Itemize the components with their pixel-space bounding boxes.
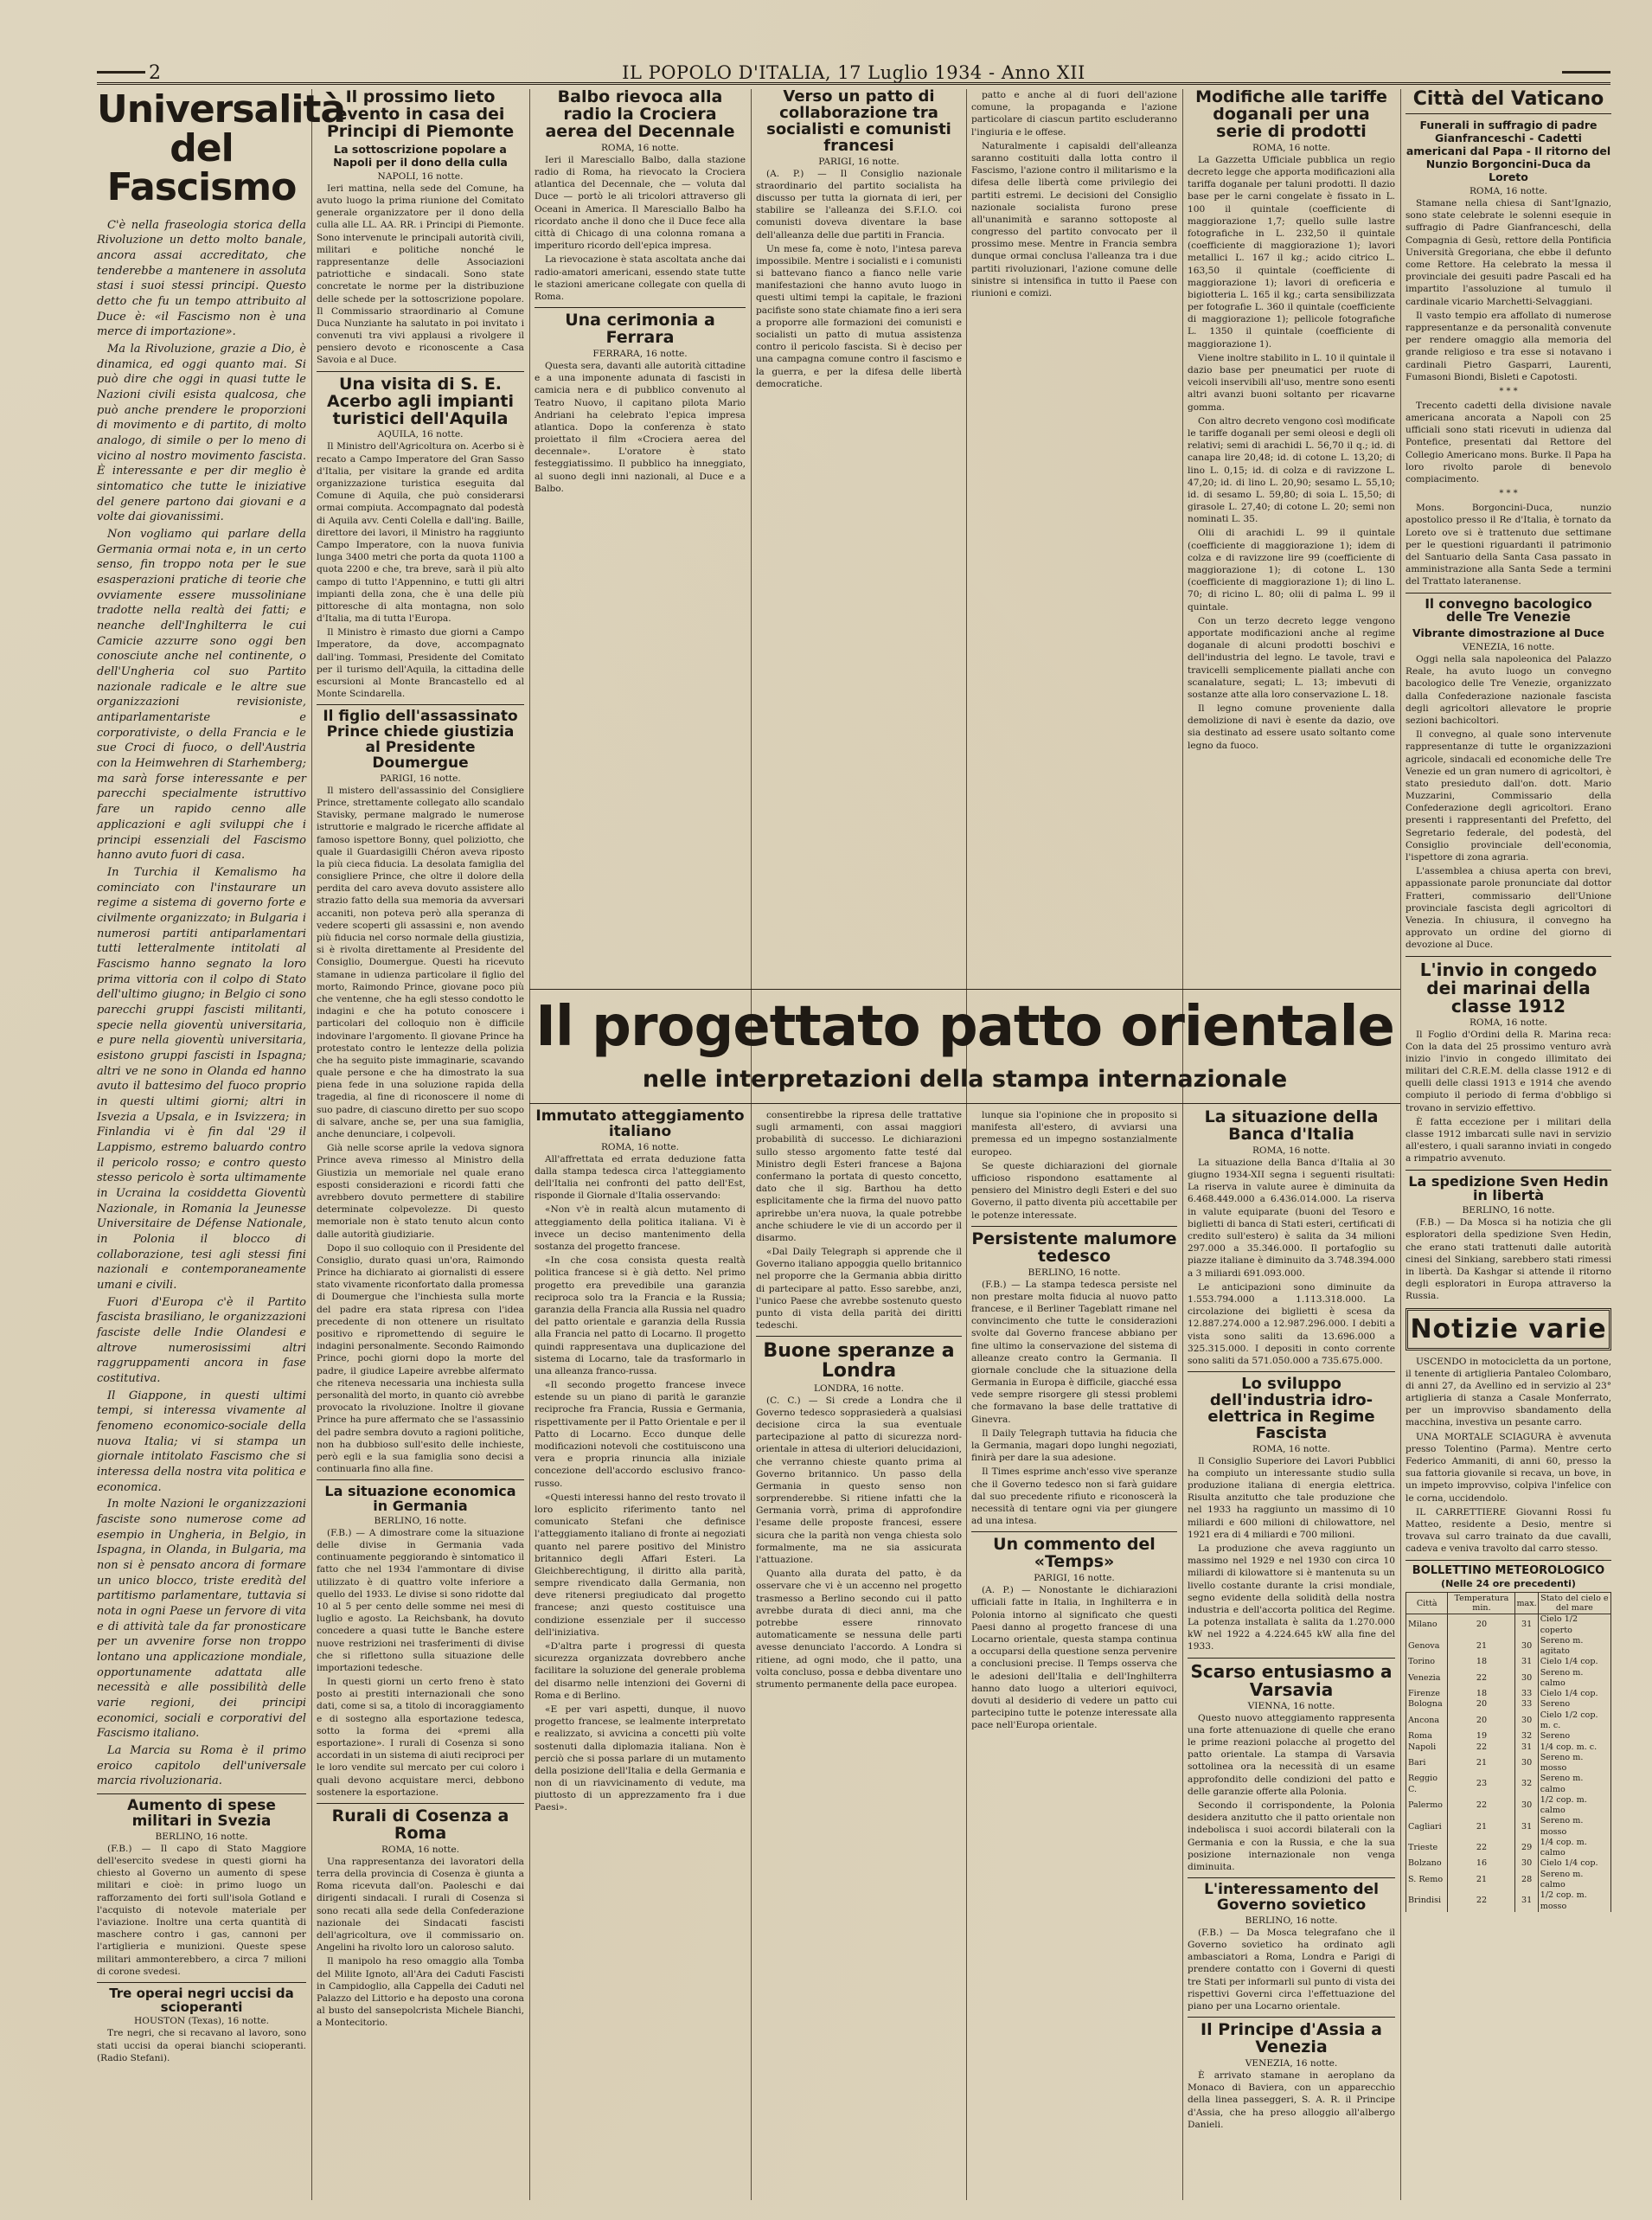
weather-header: Temperatura min. bbox=[1448, 1593, 1515, 1614]
weather-cell: Ancona bbox=[1406, 1710, 1448, 1732]
divider bbox=[756, 1336, 962, 1337]
weather-cell: 20 bbox=[1448, 1710, 1515, 1732]
article-paragraph: Questo nuovo atteggiamento rappresenta una forte attenuazione di quelle che erano le prime reazioni polacche al progetto del patto orientale. La stampa di Varsavia sottolinea ora la necessità di un esame approfondito delle condizioni del patto e delle garanzie offerte alla Polonia. bbox=[1188, 1712, 1395, 1797]
dateline: VENEZIA, 16 notte. bbox=[1462, 642, 1555, 653]
weather-cell: 18 bbox=[1448, 1657, 1515, 1667]
article-paragraph: Olii di arachidi L. 99 il quintale (coefficiente di maggiorazione 1); idem di colza e di ravizzone lire 99 (coefficiente di maggiorazione 1); di cotone L. 130 (coefficiente di maggiorazione 1); di lino L. 70; di ricino L. 80; olii di palma L. 99 il quintale. bbox=[1188, 528, 1395, 613]
weather-cell: 31 bbox=[1515, 1614, 1538, 1636]
weather-cell: Sereno m. agitato bbox=[1538, 1636, 1610, 1658]
article-paragraph: Con un terzo decreto legge vengono apportate modificazioni anche al regime doganale di alcuni prodotti boschivi e dell'industria del legno. Le tavole, travi e travicelli semplicemente piallati anche con scanalature, segati; L. 13; imbevuti di sostanze atte alla loro conservazione L. 18. bbox=[1188, 615, 1395, 700]
weather-cell: Bologna bbox=[1406, 1699, 1448, 1710]
banner-title: Il progettato patto orientale bbox=[535, 995, 1394, 1059]
article-paragraph: USCENDO in motocicletta da un portone, il tenente di artiglieria Pantaleo Colombaro, di anni 27, da Avellino ed in servizio al 23° artiglieria di stanza a Casale Monferrato, per un improvviso sbandamento della macchina, investiva un pesante carro. bbox=[1405, 1356, 1611, 1428]
weather-row bbox=[1406, 1858, 1611, 1869]
weather-cell: Sereno bbox=[1538, 1731, 1610, 1742]
weather-cell: 22 bbox=[1448, 1668, 1515, 1690]
subheadline: (Nelle 24 ore precedenti) bbox=[1441, 1578, 1576, 1590]
dateline: NAPOLI, 16 notte. bbox=[377, 170, 464, 182]
article-paragraph: Con altro decreto vengono così modificate le tariffe doganali per semi oleosi e degli oli relativi; semi di arachidi L. 56,70 il q.; id. di canapa lire 20,48; id. di cotone L. 13,20; di lino L. 0,15; id. di colza e di ravizzone L. 47,20; id. di lino L. 20,90; sesamo L. 55,10; id. di sesamo L. 59,80; di soia L. 15,50; di girasole L. 27,40; di cotone L. 20; semi non nominati L. 35. bbox=[1188, 415, 1395, 525]
headline-patto-collaborazione: Verso un patto di collaborazione tra socialisti e comunisti francesi bbox=[766, 87, 951, 155]
article-paragraph: Il Times esprime anch'esso vive speranze che il Governo tedesco non si farà guidare dal suo precedente rifiuto e riconoscerà la necessità di tentare ogni via per giungere ad una intesa. bbox=[971, 1466, 1177, 1527]
weather-cell: 28 bbox=[1515, 1870, 1538, 1891]
divider bbox=[97, 1982, 306, 1983]
article-paragraph: Fuori d'Europa c'è il Partito fascista brasiliano, le organizzazioni fasciste delle Indie Olandesi e altrove numerosissimi altri raggruppamenti ancora in fase costitutiva. bbox=[97, 1295, 306, 1386]
weather-cell: Sereno bbox=[1538, 1699, 1610, 1710]
section-stars: * * * bbox=[1499, 489, 1518, 499]
weather-row bbox=[1406, 1890, 1611, 1912]
weather-cell: Sereno m. calmo bbox=[1538, 1870, 1610, 1891]
weather-cell: Cielo 1/4 cop. bbox=[1538, 1657, 1610, 1667]
dateline: PARIGI, 16 notte. bbox=[380, 773, 461, 784]
weather-cell: Torino bbox=[1406, 1657, 1448, 1667]
dateline: ROMA, 16 notte. bbox=[1469, 186, 1548, 197]
column-balbo bbox=[535, 89, 746, 989]
column-rule bbox=[1182, 89, 1183, 2200]
dateline: BERLINO, 16 notte. bbox=[1028, 1267, 1121, 1278]
weather-cell: Cagliari bbox=[1406, 1816, 1448, 1838]
article-paragraph: In molte Nazioni le organizzazioni fasciste sono numerose come ad esempio in Ungheria, in Belgio, in Ispagna, in Olanda, in Bulgaria, ma non si è pensato ancora di formare un unico blocco, triste eredità del partitismo parlamentare, tuttavia si nota in ogni Paese un fervore di vita e di attività tale da far pronosticare per un avvenire forse non troppo lontano una applicazione mondiale, opportunamente adattata alle necessità e alle possibilità delle varie regioni, dei principi economici, sociali e corporativi del Fascismo italiano. bbox=[97, 1498, 306, 1741]
headline-bollettino: BOLLETTINO METEOROLOGICO bbox=[1412, 1563, 1605, 1577]
weather-cell: 1/2 cop. m. mosso bbox=[1538, 1890, 1610, 1912]
headline-universalita: Universalità del Fascismo bbox=[97, 87, 346, 209]
headline-londra: Buone speranze a Londra bbox=[763, 1340, 955, 1383]
weather-cell: 30 bbox=[1515, 1858, 1538, 1869]
weather-cell: 31 bbox=[1515, 1657, 1538, 1667]
headline-sven-hedin: La spedizione Sven Hedin in libertà bbox=[1408, 1172, 1609, 1204]
masthead-rule-right bbox=[1562, 71, 1610, 74]
headline-acerbo: Una visita di S. E. Acerbo agli impianti turistici dell'Aquila bbox=[327, 374, 514, 428]
weather-cell: 1/4 cop. m. calmo bbox=[1538, 1838, 1610, 1859]
divider bbox=[1188, 1877, 1395, 1878]
weather-row bbox=[1406, 1710, 1611, 1732]
weather-cell: Sereno m. calmo bbox=[1538, 1774, 1610, 1795]
article-paragraph: consentirebbe la ripresa delle trattative sugli armamenti, con assai maggiori probabilità di successo. Le dichiarazioni sullo stesso argomento fatte testé dal Ministro degli Esteri francese a Bajona confermano la portata di questo concetto, dato che il sig. Barthou ha detto esplicitamente che la firma del nuovo patto aprirebbe un'era nuova, la quale potrebbe anche schiudere le vie di un accordo per il disarmo. bbox=[756, 1110, 962, 1243]
weather-cell: 20 bbox=[1448, 1614, 1515, 1636]
article-paragraph: Già nelle scorse aprile la vedova signora Prince aveva rimesso al Ministro della Giustizia un memoriale nel quale erano esposti considerazioni e ricordi fatti che avrebbero dovuto permettere di stabilire determinate colpevolezze. Di questo memoriale non è stato tenuto alcun conto dalle autorità giudiziarie. bbox=[317, 1143, 524, 1240]
article-paragraph: Oggi nella sala napoleonica del Palazzo Reale, ha avuto luogo un convegno bacologico delle Tre Venezie, organizzato dalla Confederazione nazionale fascista degli agricoltori allevatore le proprie sezioni bachicoltori. bbox=[1405, 654, 1611, 726]
article-paragraph: Questa sera, davanti alle autorità cittadine e a una imponente adunata di fascisti in camicia nera e di pubblico convenuto al Teatro Nuovo, il capitano pilota Mario Andriani ha celebrato l'epica impresa atlantica. Dopo la conferenza è stato proiettato il film «Crociera aerea del decennale». L'oratore è stato festeggiatissimo. Il pubblico ha inneggiato, al suono degli inni nazionali, al Duce e a Balbo. bbox=[535, 360, 746, 494]
article-paragraph: In Turchia il Kemalismo ha cominciato con l'instaurare un regime a sistema di governo forte e civilmente organizzato; in Bulgaria i numerosi partiti antiparlamentari tutti letteralmente intitolati al Fascismo hanno segnato la loro prima vittoria con il colpo di Stato dell'ultimo giugno; in Belgio ci sono parecchi gruppi fascisti militanti, specie nella gioventù universitaria, e pure nella gioventù universitaria, esistono gruppi fascisti in Ispagna; altri ve ne sono in Olanda ed hanno avuto il battesimo del fuoco proprio in questi ultimi giorni; altri in Isvezia a Upsala, e in Isvizzera; in Finlandia vi è fin dal '29 il Lappismo, estremo baluardo contro il pericolo rosso; e contro questo stesso pericolo è sorta ultimamente in Ucraina la cosiddetta Gioventù Nazionale, in Romania la Jeunesse Universitaire de Défense Nationale, in Polonia il blocco di collaborazione, tesi agli stessi fini nazionali e contemporaneamente umani e civili. bbox=[97, 865, 306, 1292]
article-paragraph: «Non v'è in realtà alcun mutamento di atteggiamento della politica italiana. Vi è invece un deciso mantenimento della sostanza del progetto francese. bbox=[535, 1204, 746, 1252]
dateline: VIENNA, 16 notte. bbox=[1247, 1700, 1335, 1711]
weather-cell: 22 bbox=[1448, 1795, 1515, 1817]
weather-row bbox=[1406, 1774, 1611, 1795]
column-vaticano bbox=[1405, 89, 1611, 2200]
article-paragraph: (C. C.) — Si crede a Londra che il Governo tedesco sopprasiederà a qualsiasi decisione circa la sua eventuale partecipazione al patto di sicurezza nord-orientale in attesa di ulteriori delucidazioni, che verranno chieste quanto prima al Governo britannico. Un passo della Germania in questo senso non sorprenderebbe. Si ritiene infatti che la Germania vorrà, prima di approfondire l'esame delle proposte francesi, essere sicura che la parità non venga chiesta solo formalmente, ma ne sia assicurata l'attuazione. bbox=[756, 1395, 962, 1565]
masthead bbox=[97, 62, 1610, 85]
weather-cell: Cielo 1/4 cop. bbox=[1538, 1858, 1610, 1869]
headline-ferrara: Una cerimonia a Ferrara bbox=[565, 311, 715, 347]
column-universalita bbox=[97, 87, 346, 2200]
divider bbox=[1188, 1658, 1395, 1659]
weather-cell: Reggio C. bbox=[1406, 1774, 1448, 1795]
column-rule bbox=[1400, 89, 1401, 2200]
headline-svezia: Aumento di spese militari in Svezia bbox=[127, 1797, 276, 1830]
column-banca-italia bbox=[1188, 1109, 1395, 2199]
dateline: ROMA, 16 notte. bbox=[600, 1141, 680, 1152]
article-paragraph: Il convegno, al quale sono intervenute rappresentanze di tutte le organizzazioni agricole, sindacali ed economiche delle Tre Venezie ed un gran numero di agricoltori, è stato presieduto dall'on. dott. Mario Muzzarini, Commissario della Confederazione degli agricoltori. Erano presenti i rappresentanti del Prefetto, del Segretario federale, del podestà, del Consiglio provinciale dell'economia, l'ispettore di zona agraria. bbox=[1405, 729, 1611, 863]
weather-table bbox=[1405, 1592, 1611, 1911]
article-paragraph: Quanto alla durata del patto, è da osservare che vi è un accenno nel progetto trasmesso a Berlino secondo cui il patto avrebbe durata di dieci anni, ma che potrebbe essere rinnovato automaticamente se nessuna delle parti avesse denunciato l'accordo. A Londra si ritiene, ad ogni modo, che il patto, una volta concluso, possa e debba diventare uno strumento permanente della pace europea. bbox=[756, 1569, 962, 1690]
weather-cell: 21 bbox=[1448, 1870, 1515, 1891]
column-tariffe bbox=[1188, 89, 1395, 989]
weather-cell: 21 bbox=[1448, 1816, 1515, 1838]
article-paragraph: C'è nella fraseologia storica della Rivoluzione un detto molto banale, ancora assai accreditato, che tenderebbe a mantenere in assoluta stasi i suoi stessi principi. Questo detto che fu un tempo attribuito al Duce è: «il Fascismo non è una merce di importazione». bbox=[97, 218, 306, 339]
weather-row bbox=[1406, 1838, 1611, 1859]
headline-temps: Un commento del «Temps» bbox=[993, 1535, 1156, 1572]
weather-cell: 33 bbox=[1515, 1689, 1538, 1699]
article-paragraph: Ieri mattina, nella sede del Comune, ha avuto luogo la prima riunione del Comitato generale organizzatore per il dono della culla alle LL. AA. RR. i Principi di Piemonte. Sono intervenute le principali autorità civili, militari e politiche nonché le rappresentanze delle Associazioni patriottiche e sindacali. Sono state concretate le norme per la distribuzione delle schede per la sottoscrizione popolare. Il Commissario straordinario al Comune Duca Nunziante ha salutato in poi invitato i convenuti tra vivi applausi a rivolgere il pensiero devoto e riconoscente a Casa Savoia e al Duce. bbox=[317, 183, 524, 366]
article-paragraph: Il legno comune proveniente dalla demolizione di navi è esente da dazio, ove sia destinato ad essere usato soltanto come legno da fuoco. bbox=[1188, 703, 1395, 751]
column-principi bbox=[317, 89, 524, 2200]
weather-header: max. bbox=[1515, 1593, 1538, 1614]
article-paragraph: (A. P.) — Il Consiglio nazionale straordinario del partito socialista ha discusso per tutta la giornata di ieri, per stabilire se l'alleanza dei S.F.I.O. coi comunisti doveva diventare la base dell'alleanza delle due partiti in Francia. bbox=[756, 168, 962, 241]
headline-idroelettrica: Lo sviluppo dell'industria idro-elettrica in Regime Fascista bbox=[1207, 1375, 1375, 1442]
column-socialisti-cont bbox=[971, 89, 1177, 989]
weather-cell: 32 bbox=[1515, 1774, 1538, 1795]
article-paragraph: (A. P.) — Nonostante le dichiarazioni ufficiali fatte in Italia, in Inghilterra e in Polonia intorno al significato che questi Paesi danno al progetto francese di una Locarno orientale, questa stampa continua a occuparsi della questione senza pervenire a conclusioni precise. Il Temps osserva che le adesioni dell'Italia e dell'Inghilterra hanno dato luogo a ulteriori equivoci, dovuti al desiderio di vedere un patto cui partecipino tutte le potenze interessate alla pace nell'Europa orientale. bbox=[971, 1585, 1177, 1731]
article-paragraph: Mons. Borgoncini-Duca, nunzio apostolico presso il Re d'Italia, è tornato da Loreto ove si è trattenuto due settimane per le questioni riguardanti il patrimonio del Santuario della Santa Casa passato in amministrazione alla Santa Sede a termini del Trattato lateranense. bbox=[1405, 503, 1611, 587]
article-paragraph: Secondo il corrispondente, la Polonia desidera anzitutto che il patto orientale non indebolisca i suoi accordi bilaterali con la Germania e con la Russia, e che la sua posizione internazionale non venga diminuita. bbox=[1188, 1800, 1395, 1872]
weather-cell: 21 bbox=[1448, 1753, 1515, 1774]
divider bbox=[317, 704, 524, 705]
headline-prince: Il figlio dell'assassinato Prince chiede giustizia al Presidente Doumergue bbox=[323, 708, 518, 772]
weather-cell: 1/4 cop. m. c. bbox=[1538, 1742, 1610, 1753]
article-paragraph: L'assemblea a chiusa aperta con brevi, appassionate parole pronunciate dal dottor Fratteri, commissario dell'Unione provinciale fascista degli agricoltori di Venezia. In chiusura, il convegno ha approvato un ordine del giorno di devozione al Duce. bbox=[1405, 866, 1611, 951]
article-paragraph: «D'altra parte i progressi di questa sicurezza organizzata dovrebbero anche facilitare la soluzione del generale problema del disarmo nelle intenzioni dei Governi di Roma e di Berlino. bbox=[535, 1641, 746, 1701]
article-paragraph: (F.B.) — La stampa tedesca persiste nel non prestare molta fiducia al nuovo patto francese, e il Berliner Tageblatt rimane nel convincimento che tutte le considerazioni svolte dal Governo francese abbiano per fine ultimo la conservazione del sistema di alleanze creato contro la Germania. Il giornale conclude che la situazione della Germania in Europa è difficile, giacché essa vede sempre risorgere gli stessi problemi che formavano la base delle trattative di Ginevra. bbox=[971, 1279, 1177, 1425]
weather-cell: 21 bbox=[1448, 1636, 1515, 1658]
weather-cell: Bolzano bbox=[1406, 1858, 1448, 1869]
article-paragraph: Ieri il Maresciallo Balbo, dalla stazione radio di Roma, ha rievocato la Crociera atlantica del Decennale, che — voluta dal Duce — portò le ali tricolori attraverso gli Oceani in America. Il Maresciallo Balbo ha ricordato anche il dono che il Duce fece alla città di Chicago di una colonna romana a imperituro ricordo dell'epica impresa. bbox=[535, 154, 746, 252]
dateline: BERLINO, 16 notte. bbox=[374, 1515, 467, 1526]
divider bbox=[317, 1803, 524, 1804]
weather-cell: 30 bbox=[1515, 1795, 1538, 1817]
dateline: LONDRA, 16 notte. bbox=[813, 1383, 905, 1394]
article-paragraph: Dopo il suo colloquio con il Presidente del Consiglio, durato quasi un'ora, Raimondo Prince ha dichiarato ai giornalisti di essere stato vivamente riconfortato dalla promessa di Doumergue che l'inchiesta sulla morte del padre era stata ripresa con l'idea precedente di non ottenere un risultato positivo e ripromettendo di seguire le indagini personalmente. Secondo Raimondo Prince, pochi giorni dopo la morte del padre, il giudice Lapeire avrebbe alfermato che riteneva necessaria una inchiesta sulla personalità del morto, in quanto ciò avrebbe provocato la rivoluzione. Inoltre il giovane Prince ha pure affermato che se l'assassinio del padre sembra dovuto a ragioni politiche, non ha dubbioso sull'esito delle inchieste, però egli e la sua famiglia sono decisi a continuarla fino alla fine. bbox=[317, 1242, 524, 1475]
weather-row bbox=[1406, 1614, 1611, 1636]
weather-row bbox=[1406, 1689, 1611, 1699]
article-paragraph: UNA MORTALE SCIAGURA è avvenuta presso Tolentino (Parma). Mentre certo Federico Ammaniti, di anni 60, presso la sua fattoria giovanile si recava, un bove, in un impeto improvviso, colpiva l'infelice con le corna, uccidendolo. bbox=[1405, 1431, 1611, 1504]
article-paragraph: Il Consiglio Superiore dei Lavori Pubblici ha compiuto un interessante studio sulla produzione italiana di energia elettrica. Risulta anzitutto che tale produzione che nel 1933 ha raggiunto un massimo di 10 miliardi e 600 milioni di chilowattore, nel 1921 era di 4 miliardi e 700 milioni. bbox=[1188, 1455, 1395, 1540]
weather-cell: Cielo 1/2 cop. m. c. bbox=[1538, 1710, 1610, 1732]
weather-cell: 30 bbox=[1515, 1710, 1538, 1732]
article-paragraph: Trecento cadetti della divisione navale americana ancorata a Napoli con 25 ufficiali sono stati ricevuti in udienza dal Pontefice, presentati dal Rettore del Collegio Americano mons. Burke. Il Papa ha loro rivolto parole di benevolo compiacimento. bbox=[1405, 400, 1611, 485]
weather-cell: 16 bbox=[1448, 1858, 1515, 1869]
weather-cell: Trieste bbox=[1406, 1838, 1448, 1859]
section-stars: * * * bbox=[1499, 386, 1518, 396]
divider bbox=[1405, 1170, 1611, 1171]
weather-cell: Bari bbox=[1406, 1753, 1448, 1774]
dateline: AQUILA, 16 notte. bbox=[377, 429, 464, 440]
divider bbox=[1405, 956, 1611, 957]
weather-cell: Palermo bbox=[1406, 1795, 1448, 1817]
weather-cell: 30 bbox=[1515, 1668, 1538, 1690]
dateline: BERLINO, 16 notte. bbox=[155, 1831, 248, 1842]
weather-row bbox=[1406, 1816, 1611, 1838]
article-paragraph: Viene inoltre stabilito in L. 10 il quintale il dazio base per pneumatici per ruote di veicoli inservibili all'uso, mentre sono esenti altri avanzi buoni soltanto per ricavarne gomma. bbox=[1188, 352, 1396, 413]
article-paragraph: Naturalmente i capisaldi dell'alleanza saranno costituiti dalla lotta contro il Fascismo, l'azione contro il militarismo e la difesa delle libertà come privilegio dei partiti estremi. Le decisioni del Consiglio nazionale socialista furono prese all'unanimità e saranno sottoposte al congresso del partito convocato per il prossimo mese. Mentre in Francia sembra dunque ormai conclusa l'alleanza tra i due partiti rivoluzionari, l'azione comune delle sinistre si intensifica in tutto il Paese con riunioni e comizi. bbox=[971, 140, 1177, 298]
column-rule bbox=[311, 89, 312, 2200]
weather-row bbox=[1406, 1870, 1611, 1891]
article-paragraph: Il manipolo ha reso omaggio alla Tomba del Milite Ignoto, all'Ara dei Caduti Fascisti in Campidoglio, alla Cappella dei Caduti nel Palazzo del Littorio e ha deposto una corona al busto del sansepolcrista Michele Bianchi, a Montecitorio. bbox=[317, 1956, 524, 2029]
article-paragraph: (F.B.) — Il capo di Stato Maggiore dell'esercito svedese in questi giorni ha chiesto al Governo un aumento di spese militari e cioè: in primo luogo un rafforzamento dei forti sull'isola Gotland e l'acquisto di notevole materiale per l'aviazione. Inoltre una certa quantità di maschere contro i gas, cannoni per l'artiglieria e munizioni. Queste spese militari ammonterebbero, a circa 7 milioni di corone svedesi. bbox=[97, 1843, 306, 1977]
weather-body bbox=[1406, 1614, 1611, 1912]
article-paragraph: La Marcia su Roma è il primo eroico capitolo dell'universale marcia rivoluzionaria. bbox=[97, 1744, 306, 1788]
headline-banca: La situazione della Banca d'Italia bbox=[1204, 1107, 1379, 1144]
article-paragraph: Il Ministro è rimasto due giorni a Campo Imperatore, da dove, accompagnato dall'ing. Tommasi, Presidente del Comitato per il turismo dell'Aquila, la cittadina delle escursioni al Monte Brancastello ed al Monte Scindarella. bbox=[317, 627, 524, 700]
article-paragraph: Stamane nella chiesa di Sant'Ignazio, sono state celebrate le solenni esequie in suffragio di Padre Gianfranceschi, della Compagnia di Gesù, rettore della Pontificia Università Gregoriana, che ebbe il defunto come Rettore. Ha celebrato la messa il provinciale dei gesuiti padre Pascali ed ha impartito l'assoluzione al tumulo il cardinale vicario Marchetti-Selvaggiani. bbox=[1405, 198, 1611, 307]
article-paragraph: (F.B.) — Da Mosca si ha notizia che gli esploratori della spedizione Sven Hedin, che erano stati trattenuti dalle autorità cinesi del Sinkiang, sarebbero stati rimessi in libertà. Da Kashgar si attende il ritorno degli esploratori in Europa attraverso la Russia. bbox=[1405, 1217, 1611, 1302]
weather-row bbox=[1406, 1753, 1611, 1774]
headline-tariffe: Modifiche alle tariffe doganali per una serie di prodotti bbox=[1195, 87, 1387, 141]
weather-cell: 29 bbox=[1515, 1838, 1538, 1859]
divider bbox=[971, 1531, 1177, 1532]
divider bbox=[1188, 2017, 1395, 2018]
headline-balbo: Balbo rievoca alla radio la Crociera aerea del Decennale bbox=[545, 87, 735, 141]
article-paragraph: Ma la Rivoluzione, grazie a Dio, è dinamica, ed oggi quanto mai. Si può dire che oggi in quasi tutte le Nazioni civili esista qualcosa, che può anche prendere le proporzioni di movimento e di partito, di molto analogo, di simile o per lo meno di vicino al nostro movimento fascista. È interessante e per dir meglio è sintomatico che tutte le iniziative del genere partono dai giovani e a volte dai giovanissimi. bbox=[97, 343, 306, 524]
article-paragraph: «In che cosa consista questa realtà politica francese si è già detto. Nel primo progetto era prevedibile una garanzia reciproca solo tra la Francia e la Russia; garanzia della Francia alla Russia nel quadro del patto orientale e garanzia della Russia alla Francia nel patto di Locarno. Il progetto quindi rappresentava una duplicazione del sistema di Locarno, tale da trasformarlo in una alleanza franco-russa. bbox=[535, 1255, 746, 1376]
subheadline: Funerali in suffragio di padre Gianfranceschi - Cadetti americani dal Papa - Il ritorno del Nunzio Borgoncini-Duca da Loreto bbox=[1405, 119, 1611, 184]
article-paragraph: Non vogliamo qui parlare della Germania ormai nota e, in un certo senso, fin troppo nota per le sue esasperazioni pratiche di teorie che ovviamente essere mussoliniane tradotte nella realtà dei fatti; e neanche dell'Inghilterra le cui Camicie azzurre sono oggi ben conosciute anche nel continente, o dell'Ungheria col suo Partito nazionale radicale e le altre sue organizzazioni revisioniste, antiparlamentariste e corporativiste, o della Francia e le sue Croci di fuoco, o dell'Austria con la Heimwehren di Starhemberg; ma sarà forse interessante e per parecchi specialmente istruttivo fare un rapido cenno alle applicazioni e agli sviluppi che i principi essenziali del Fascismo hanno avuto fuori di casa. bbox=[97, 528, 306, 863]
dateline: BERLINO, 16 notte. bbox=[1245, 1915, 1338, 1926]
weather-cell: Milano bbox=[1406, 1614, 1448, 1636]
dateline: HOUSTON (Texas), 16 notte. bbox=[134, 2016, 269, 2027]
weather-row bbox=[1406, 1657, 1611, 1667]
weather-cell: 30 bbox=[1515, 1636, 1538, 1658]
weather-cell: 22 bbox=[1448, 1890, 1515, 1912]
weather-cell: 31 bbox=[1515, 1742, 1538, 1753]
article-paragraph: In questi giorni un certo freno è stato posto ai prestiti internazionali che sono dati, come si sa, a titolo di incoraggiamento e di sostegno alla esportazione tedesca, sotto la forma dei «premi alla esportazione». I rurali di Cosenza si sono accordati in un sistema di aiuti reciproci per le loro vendite sul mercato per cui coloro i quali devono acquistare merci, debbono sostenere la esportazione. bbox=[317, 1677, 524, 1798]
weather-cell: 20 bbox=[1448, 1699, 1515, 1710]
article-paragraph: patto e anche al di fuori dell'azione comune, la propaganda e l'azione particolare di ciascun partito escluderanno l'ingiuria e le offese. bbox=[971, 90, 1177, 138]
headline-cosenza: Rurali di Cosenza a Roma bbox=[331, 1806, 509, 1843]
dateline: FERRARA, 16 notte. bbox=[592, 348, 688, 359]
dateline: ROMA, 16 notte. bbox=[381, 1844, 460, 1855]
weather-cell: Napoli bbox=[1406, 1742, 1448, 1753]
article-paragraph: Il vasto tempio era affollato di numerose rappresentanze e da personalità convenute per rendere omaggio alla memoria del grande religioso e tra esse si notavano i cardinali Pietro Gasparri, Laurenti, Fumasoni Biondi, Bisleti e Capotosti. bbox=[1405, 310, 1611, 382]
weather-header-row bbox=[1406, 1593, 1611, 1614]
dateline: ROMA, 16 notte. bbox=[1469, 1017, 1548, 1028]
weather-cell: 18 bbox=[1448, 1689, 1515, 1699]
divider bbox=[317, 371, 524, 372]
column-atteggiamento-italiano bbox=[535, 1109, 746, 2199]
weather-header: Città bbox=[1406, 1593, 1448, 1614]
subheadline: Vibrante dimostrazione al Duce bbox=[1412, 626, 1604, 640]
weather-cell: Sereno m. calmo bbox=[1538, 1668, 1610, 1690]
headline-convegno: Il convegno bacologico delle Tre Venezie bbox=[1425, 595, 1592, 626]
article-paragraph: Una rappresentanza dei lavoratori della terra della provincia di Cosenza è giunta a Roma ricevuta dall'on. Paoleschi e dai dirigenti sindacali. I rurali di Cosenza si sono recati alla sede della Confederazione nazionale dei Sindacati fascisti dell'agricoltura, ove il commissario on. Angelini ha rivolto loro un caloroso saluto. bbox=[317, 1856, 524, 1954]
article-paragraph: Un mese fa, come è noto, l'intesa pareva impossibile. Mentre i socialisti e i comunisti si battevano fianco a fianco nelle varie manifestazioni che hanno avuto luogo in questi ultimi tempi la capitale, le frazioni pacifiste sono state chiamate fino a ieri sera a proporre alle formazioni dei comunisti e socialisti un patto di mutua assistenza contro il pericolo fascista. Si è deciso per una campagna comune contro il fascismo e la guerra, e per la difesa delle libertà democratiche. bbox=[756, 243, 962, 389]
weather-cell: 1/2 cop. m. calmo bbox=[1538, 1795, 1610, 1817]
article-paragraph: È fatta eccezione per i militari della classe 1912 imbarcati sulle navi in servizio all'estero, i quali saranno inviati in congedo a rimpatrio avvenuto. bbox=[1405, 1116, 1611, 1165]
weather-cell: Venezia bbox=[1406, 1668, 1448, 1690]
weather-cell: S. Remo bbox=[1406, 1870, 1448, 1891]
article-paragraph: La Gazzetta Ufficiale pubblica un regio decreto legge che apporta modificazioni alla tariffa doganale per taluni prodotti. Il dazio base per le carni congelate è fissato in L. 100 il quintale (coefficiente di maggiorazione 1,7; quello sulle lastre fotografiche in L. 232,50 il quintale (coefficiente di maggiorazione 1); lavori metallici L. 167 il kg.; acido citrico L. 163,50 il quintale (coefficiente di maggiorazione 1); lavori di oreficeria e bigiotteria L. 165 il kg.; carta sensibilizzata per fotografie L. 360 il quintale (coefficiente di maggiorazione 1); pellicole fotografiche L. 1350 il quintale (coefficiente di maggiorazione 1). bbox=[1188, 154, 1395, 350]
weather-cell: 19 bbox=[1448, 1731, 1515, 1742]
banner-rule bbox=[529, 1103, 1400, 1104]
weather-cell: 30 bbox=[1515, 1753, 1538, 1774]
article-paragraph: Il mistero dell'assassinio del Consigliere Prince, strettamente collegato allo scandalo Stavisky, permane malgrado le numerose istruttorie e malgrado le ricerche affidate al famoso ispettore Bonny, quel poliziotto, che quale il Guardasigilli Chéron aveva riposto la più cieca fiducia. La desolata famiglia del consigliere Prince, che oltre il dolore della perdita del caro aveva dovuto assistere allo strazio fatto della sua memoria da avversari accaniti, non poteva però alla speranza di vedere scoperti gli assassini e, non avendo più fiducia nel corso normale della giustizia, si è rivolta direttamente al Presidente del Consiglio, Doumergue. Questi ha ricevuto stamane in udienza particolare il figlio del morto, Raimondo Prince, giovane poco più che ventenne, che ha egli stesso condotto le indagini e che ha potuto conoscere i particolari del colloquio non è difficile indovinare l'argomento. Il giovane Prince ha protestato contro le lentezze della polizia che ha seguito piste immaginarie, scavando quale persone e che ha dimostrato la sua piena fede in una soluzione rapida della tragedia, al fine di riconoscere il nome di suo padre, di ciascuno diretto per suo scopo di salvare, anche se, per una sua famiglia, anche denunciare, i colpevoli. bbox=[317, 785, 524, 1139]
headline-germania: La situazione economica in Germania bbox=[324, 1483, 516, 1515]
article-paragraph: «Questi interessi hanno del resto trovato il loro esplicito riferimento tanto nel comunicato Stefani che definisce l'atteggiamento italiano di fronte ai negoziati quanto nel parere positivo del Ministro britannico degli Affari Esteri. La Gleichberechtigung, il diritto alla parità, sempre rivendicato dalla Germania, non deve ritenersi pregiudicato dal progetto francese; anzi questo costituisce una condizione essenziale per il successo dell'iniziativa. bbox=[535, 1492, 746, 1638]
headline-principe-assia: Il Principe d'Assia a Venezia bbox=[1201, 2020, 1382, 2056]
weather-row bbox=[1406, 1731, 1611, 1742]
weather-cell: 22 bbox=[1448, 1742, 1515, 1753]
article-paragraph: (F.B.) — Da Mosca telegrafano che il Governo sovietico ha ordinato agli ambasciatori a Roma, Londra e Parigi di prendere contatto con i Governi di questi tre Stati per informarli sul punto di vista dei rispettivi Governi circa l'effettuazione del piano per una Locarno orientale. bbox=[1188, 1927, 1395, 2011]
dateline: VENEZIA, 16 notte. bbox=[1245, 2057, 1338, 2069]
dateline: ROMA, 16 notte. bbox=[600, 142, 680, 153]
weather-cell: Sereno m. mosso bbox=[1538, 1816, 1610, 1838]
weather-cell: Cielo 1/4 cop. bbox=[1538, 1689, 1610, 1699]
dateline: PARIGI, 16 notte. bbox=[1034, 1573, 1115, 1584]
article-paragraph: (F.B.) — A dimostrare come la situazione delle divise in Germania vada continuamente peggiorando è sintomatico il fatto che nel 1934 l'ammontare di divise utilizzato è di quattro volte inferiore a quello del 1933. Le divise si sono ridotte dal 10 al 5 per cento delle somme nei mesi di luglio e agosto. La Reichsbank, ha dovuto concedere a quasi tutte le Banche estere nuove restrizioni nei trasferimenti di divise che si riflettono sulla situazione delle importazioni tedesche. bbox=[317, 1527, 524, 1673]
dateline: ROMA, 16 notte. bbox=[1252, 1443, 1331, 1454]
column-rule bbox=[966, 89, 967, 2200]
headline-malumore: Persistente malumore tedesco bbox=[971, 1229, 1177, 1266]
headline-immutato: Immutato atteggiamento italiano bbox=[535, 1107, 745, 1140]
weather-cell: Sereno m. mosso bbox=[1538, 1753, 1610, 1774]
weather-cell: 33 bbox=[1515, 1699, 1538, 1710]
weather-cell: 31 bbox=[1515, 1816, 1538, 1838]
column-socialisti bbox=[756, 89, 962, 989]
weather-cell: 23 bbox=[1448, 1774, 1515, 1795]
headline-governo-sovietico: L'interessamento del Governo sovietico bbox=[1204, 1881, 1379, 1914]
article-paragraph: «Il secondo progetto francese invece estende su un piano di parità le garanzie reciproche fra Francia, Russia e Germania, rispettivamente per il Patto Orientale e per il Patto di Locarno. Ecco dunque delle modificazioni notevoli che costituiscono una vera e propria rinuncia alla iniziale concezione dell'accordo esclusivo franco-russo. bbox=[535, 1380, 746, 1489]
article-paragraph: Se queste dichiarazioni del giornale ufficioso rispondono esattamente al pensiero del Ministro degli Esteri e del suo Governo, il patto diventa più accettabile per le potenze interessate. bbox=[971, 1160, 1177, 1221]
page-number: 2 bbox=[149, 62, 161, 84]
article-paragraph: lunque sia l'opinione che in proposito si manifesta all'estero, di avviarsi una premessa ed un impegno sostanzialmente europeo. bbox=[971, 1110, 1177, 1158]
article-paragraph: Il Ministro dell'Agricoltura on. Acerbo si è recato a Campo Imperatore del Gran Sasso d'Italia, per visitare la grande ed ardita organizzazione turistica eseguita dal Comune di Aquila, che può considerarsi ormai compiuta. Accompagnato dal podestà di Aquila avv. Centi Colella e dall'ing. Baille, direttore dei lavori, il Ministro ha raggiunto Campo Imperatore, con la nuova funivia lunga 3400 metri che porta da quota 1100 a quota 2200 e che, tra breve, sarà il più alto campo di tutto l'Appennino, e tutti gli altri impianti della zona, che è una delle più pittoresche di alta montagna, non solo d'Italia, ma di tutta l'Europa. bbox=[317, 441, 524, 625]
weather-row bbox=[1406, 1742, 1611, 1753]
column-rule bbox=[529, 89, 530, 2200]
divider bbox=[1405, 113, 1611, 114]
dateline: ROMA, 16 notte. bbox=[1252, 142, 1331, 153]
article-paragraph: Il Foglio d'Ordini della R. Marina reca: Con la data del 25 prossimo venturo avrà inizio l'invio in congedo illimitato dei militari del C.R.E.M. della classe 1912 e di quelli delle classi 1913 e 1914 che avendo compiuto il periodo di ferma d'obbligo si trovano in servizio effettivo. bbox=[1405, 1029, 1611, 1113]
headline-lieto-evento: Il prossimo lieto evento in casa dei Principi di Piemonte bbox=[326, 87, 515, 141]
newspaper-title: IL POPOLO D'ITALIA, 17 Luglio 1934 - Anno XII bbox=[622, 62, 1085, 83]
weather-header: Stato del cielo e del mare bbox=[1538, 1593, 1610, 1614]
weather-cell: Genova bbox=[1406, 1636, 1448, 1658]
article-paragraph: Le anticipazioni sono diminuite da 1.553.794.000 a 1.113.318.000. La circolazione dei biglietti è scesa da 12.887.274.000 a 12.987.296.000. I debiti a vista sono saliti da 13.696.000 a 325.315.000. I depositi in conto corrente sono saliti da 571.050.000 a 735.675.000. bbox=[1188, 1281, 1395, 1366]
divider bbox=[317, 1479, 524, 1480]
weather-cell: Brindisi bbox=[1406, 1890, 1448, 1912]
dateline: ROMA, 16 notte. bbox=[1252, 1145, 1331, 1156]
divider bbox=[1188, 1371, 1395, 1372]
headline-notizie-varie: Notizie varie bbox=[1405, 1308, 1611, 1351]
divider bbox=[971, 1226, 1177, 1227]
article-paragraph: IL CARRETTIERE Giovanni Rossi fu Matteo, residente a Desio, mentre si trovava sul carro trainato da due cavalli, cadeva e veniva travolto dal carro stesso. bbox=[1405, 1506, 1611, 1555]
article-paragraph: Tre negri, che si recavano al lavoro, sono stati uccisi da operai bianchi scioperanti. (Radio Stefani). bbox=[97, 2028, 306, 2063]
weather-row bbox=[1406, 1699, 1611, 1710]
article-paragraph: All'affrettata ed errata deduzione fatta dalla stampa tedesca circa l'atteggiamento dell'Italia nei confronti del patto dell'Est, risponde il Giornale d'Italia osservando: bbox=[535, 1153, 746, 1202]
headline-congedo: L'invio in congedo dei marinai della classe 1912 bbox=[1419, 959, 1598, 1017]
column-malumore-tedesco bbox=[971, 1109, 1177, 2199]
article-paragraph: La situazione della Banca d'Italia al 30 giugno 1934-XII segna i seguenti risultati: La riserva in valute auree è diminuita da 6.468.449.000 a 6.436.014.000. La riserva in valute equiparate (buoni del Tesoro e biglietti di banca di Stati esteri, certificati di credito sull'estero) è salita da 34 milioni 297.000 a 35.346.000. Il portafoglio su piazze italiane è diminuito da 3.748.394.000 a 3 miliardi 691.093.000. bbox=[1188, 1157, 1395, 1279]
subheadline: La sottoscrizione popolare a Napoli per il dono della culla bbox=[333, 142, 508, 169]
banner-rule bbox=[529, 989, 1400, 990]
article-paragraph: Il Daily Telegraph tuttavia ha fiducia che la Germania, magari dopo lunghi negoziati, finirà per dare la sua adesione. bbox=[971, 1428, 1177, 1464]
column-rule bbox=[751, 89, 752, 2200]
weather-cell: 22 bbox=[1448, 1838, 1515, 1859]
divider bbox=[97, 1793, 306, 1794]
weather-cell: 31 bbox=[1515, 1890, 1538, 1912]
article-paragraph: È arrivato stamane in aeroplano da Monaco di Baviera, con un apparecchio della linea passeggeri, S. A. R. il Principe d'Assia, che ha preso alloggio all'albergo Danieli. bbox=[1188, 2069, 1395, 2130]
headline-vaticano: Città del Vaticano bbox=[1412, 88, 1604, 110]
article-paragraph: La produzione che aveva raggiunto un massimo nel 1929 e nel 1930 con circa 10 miliardi di kilowattore si è mantenuta su un livello costante durante la crisi mondiale, segno evidente della solidità della nostra industria e dell'accorta politica del Regime. La potenza installata è salita da 1.270.000 kW nel 1922 a 4.224.645 kW alla fine del 1933. bbox=[1188, 1543, 1395, 1652]
weather-cell: Cielo 1/2 coperto bbox=[1538, 1614, 1610, 1636]
headline-operai: Tre operai negri uccisi da scioperanti bbox=[109, 1985, 294, 2015]
weather-cell: 32 bbox=[1515, 1731, 1538, 1742]
weather-cell: Roma bbox=[1406, 1731, 1448, 1742]
banner-subtitle: nelle interpretazioni della stampa internazionale bbox=[642, 1066, 1288, 1093]
weather-cell: Firenze bbox=[1406, 1689, 1448, 1699]
column-londra bbox=[756, 1109, 962, 2199]
dateline: BERLINO, 16 notte. bbox=[1462, 1205, 1555, 1216]
divider bbox=[1405, 1560, 1611, 1561]
weather-row bbox=[1406, 1668, 1611, 1690]
weather-row bbox=[1406, 1636, 1611, 1658]
article-paragraph: Il Giappone, in questi ultimi tempi, si interessa vivamente al fenomeno economico-sociale della nuova Italia; vi si stampa un giornale intitolato Fascismo che si interessa della nostra vita politica e economica. bbox=[97, 1389, 306, 1494]
article-paragraph: La rievocazione è stata ascoltata anche dai radio-amatori americani, essendo state tutte le stazioni americane collegate con quella di Roma. bbox=[535, 254, 746, 302]
divider bbox=[535, 307, 746, 308]
headline-varsavia: Scarso entusiasmo a Varsavia bbox=[1190, 1660, 1393, 1700]
weather-row bbox=[1406, 1795, 1611, 1817]
dateline: PARIGI, 16 notte. bbox=[818, 156, 900, 167]
article-paragraph: «E per vari aspetti, dunque, il nuovo progetto francese, se lealmente interpretato e realizzato, si avvicina a concetti più volte sostenuti dalla diplomazia italiana. Non è perciò che si possa parlare di un mutamento della posizione dell'Italia e della Germania e non di un riavvicinamento di vedute, ma piuttosto di un apprezzamento fra i due Paesi». bbox=[535, 1703, 746, 1813]
article-paragraph: «Dal Daily Telegraph si apprende che il Governo italiano appoggia quello britannico nel proporre che la Germania abbia diritto di partecipare al patto. Esso sarebbe, anzi, l'unico Paese che avrebbe sostenuto questo punto di vista della parità dei diritti tedeschi. bbox=[756, 1247, 962, 1331]
